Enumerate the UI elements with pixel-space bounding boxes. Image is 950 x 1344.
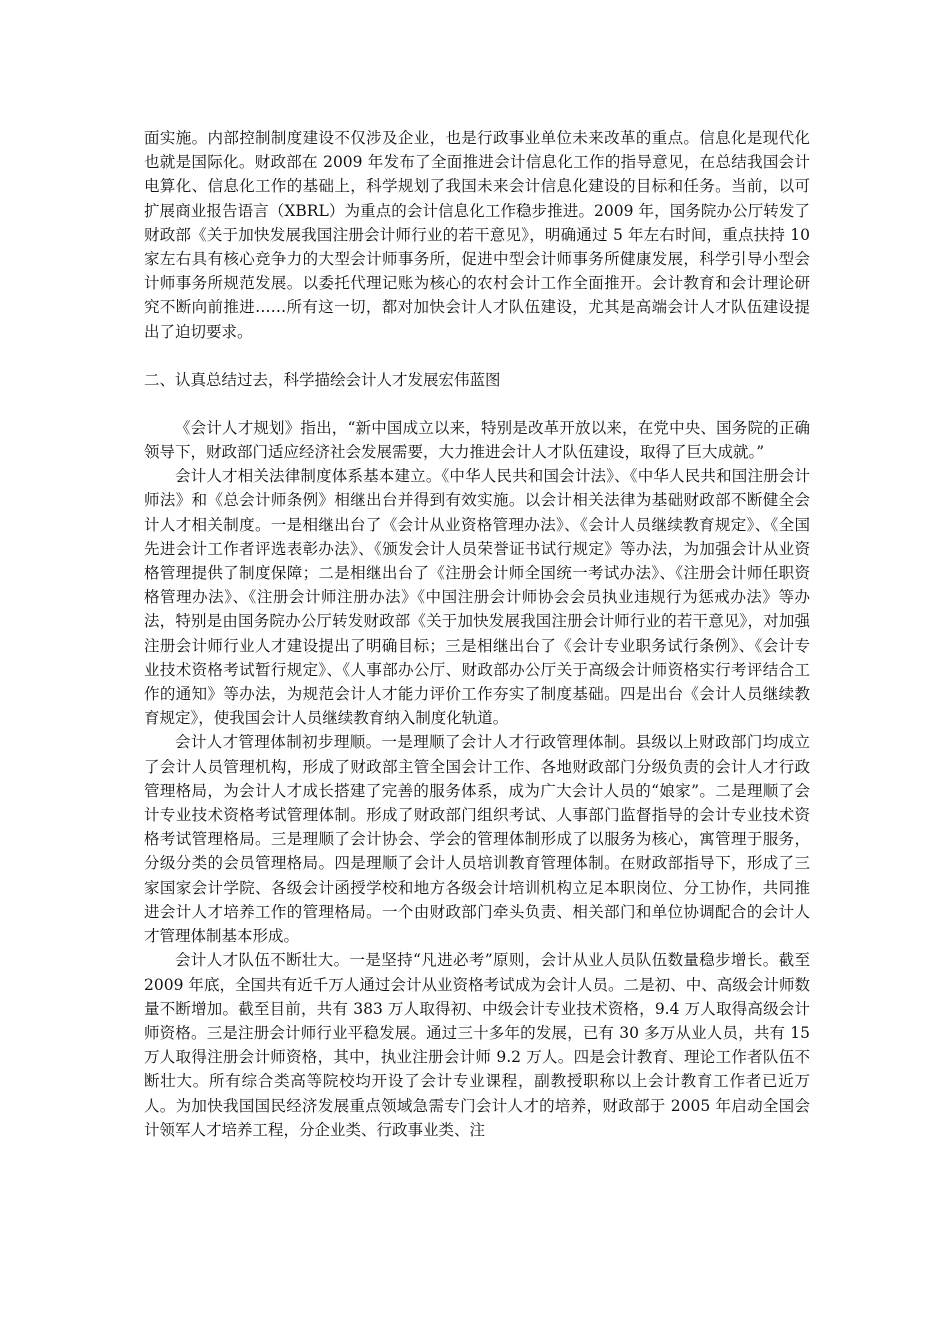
paragraph-management-system: 会计人才管理体制初步理顺。一是理顺了会计人才行政管理体制。县级以上财政部门均成立了会计人员管理机构，形成了财政部主管全国会计工作、各地财政部门分级负责的会计人才行政管理格局，为会计人才成长搭建了完善的服务体系，成为广大会计人员的“娘家”。二是理顺了会计专业技术资格考试管理体制。形成了财政部门组织考试、人事部门监督指导的会计专业技术资格考试管理格局。三是理顺了会计协会、学会的管理体制形成了以服务为核心，寓管理于服务，分级分类的会员管理格局。四是理顺了会计人员培训教育管理体制。在财政部指导下，形成了三家国家会计学院、各级会计函授学校和地方各级会计培训机构立足本职岗位、分工协作，共同推进会计人才培养工作的管理格局。一个由财政部门牵头负责、相关部门和单位协调配合的会计人才管理体制基本形成。 xyxy=(144,733,810,946)
section-heading: 二、认真总结过去，科学描绘会计人才发展宏伟蓝图 xyxy=(144,370,501,389)
paragraph-legal-system: 会计人才相关法律制度体系基本建立。《中华人民共和国会计法》、《中华人民共和国注册会计师法》和《总会计师条例》相继出台并得到有效实施。以会计相关法律为基础财政部不断健全会计人才相关制度。一是相继出台了《会计从业资格管理办法》、《会计人员继续教育规定》、《全国先进会计工作者评选表彰办法》、《颁发会计人员荣誉证书试行规定》等办法，为加强会计从业资格管理提供了制度保障；二是相继出台了《注册会计师全国统一考试办法》、《注册会计师任职资格管理办法》、《注册会计师注册办法》《中国注册会计师协会会员执业违规行为惩戒办法》等办法，特别是由国务院办公厅转发财政部《关于加快发展我国注册会计师行业的若干意见》，对加强注册会计师行业人才建设提出了明确目标；三是相继出台了《会计专业职务试行条例》、《会计专业技术资格考试暂行规定》、《人事部办公厅、财政部办公厅关于高级会计师资格实行考评结合工作的通知》等办法，为规范会计人才能力评价工作夯实了制度基础。四是出台《会计人员继续教育规定》，使我国会计人员继续教育纳入制度化轨道。 xyxy=(144,467,810,728)
document-body xyxy=(144,126,810,1142)
paragraph-intro-continued: 面实施。内部控制制度建设不仅涉及企业，也是行政事业单位未来改革的重点。信息化是现代化也就是国际化。财政部在 2009 年发布了全面推进会计信息化工作的指导意见，在总结我国会计电算化、信息化工作的基础上，科学规划了我国未来会计信息化建设的目标和任务。当前，以可扩展商业报告语言（XBRL）为重点的会计信息化工作稳步推进。2009 年，国务院办公厅转发了财政部《关于加快发展我国注册会计师行业的若干意见》，明确通过 5 年左右时间，重点扶持 10 家左右具有核心竞争力的大型会计师事务所，促进中型会计师事务所健康发展，科学引导小型会计师事务所规范发展。以委托代理记账为核心的农村会计工作全面推开。会计教育和会计理论研究不断向前推进……所有这一切，都对加快会计人才队伍建设，尤其是高端会计人才队伍建设提出了迫切要求。 xyxy=(144,129,810,341)
paragraph-talent-growth: 会计人才队伍不断壮大。一是坚持“凡进必考”原则，会计从业人员队伍数量稳步增长。截至 2009 年底，全国共有近千万人通过会计从业资格考试成为会计人员。二是初、中、高级会计师数量不断增加。截至目前，共有 383 万人取得初、中级会计专业技术资格，9.4 万人取得高级会计师资格。三是注册会计师行业平稳发展。通过三十多年的发展，已有 30 多万从业人员，共有 15 万人取得注册会计师资格，其中，执业注册会计师 9.2 万人。四是会计教育、理论工作者队伍不断壮大。所有综合类高等院校均开设了会计专业课程，副教授职称以上会计教育工作者已近万人。为加快我国国民经济发展重点领域急需专门会计人才的培养，财政部于 2005 年启动全国会计领军人才培养工程，分企业类、行政事业类、注 xyxy=(144,951,810,1139)
paragraph-plan-quote: 《会计人才规划》指出，“新中国成立以来，特别是改革开放以来，在党中央、国务院的正确领导下，财政部门适应经济社会发展需要，大力推进会计人才队伍建设，取得了巨大成就。” xyxy=(144,418,810,462)
